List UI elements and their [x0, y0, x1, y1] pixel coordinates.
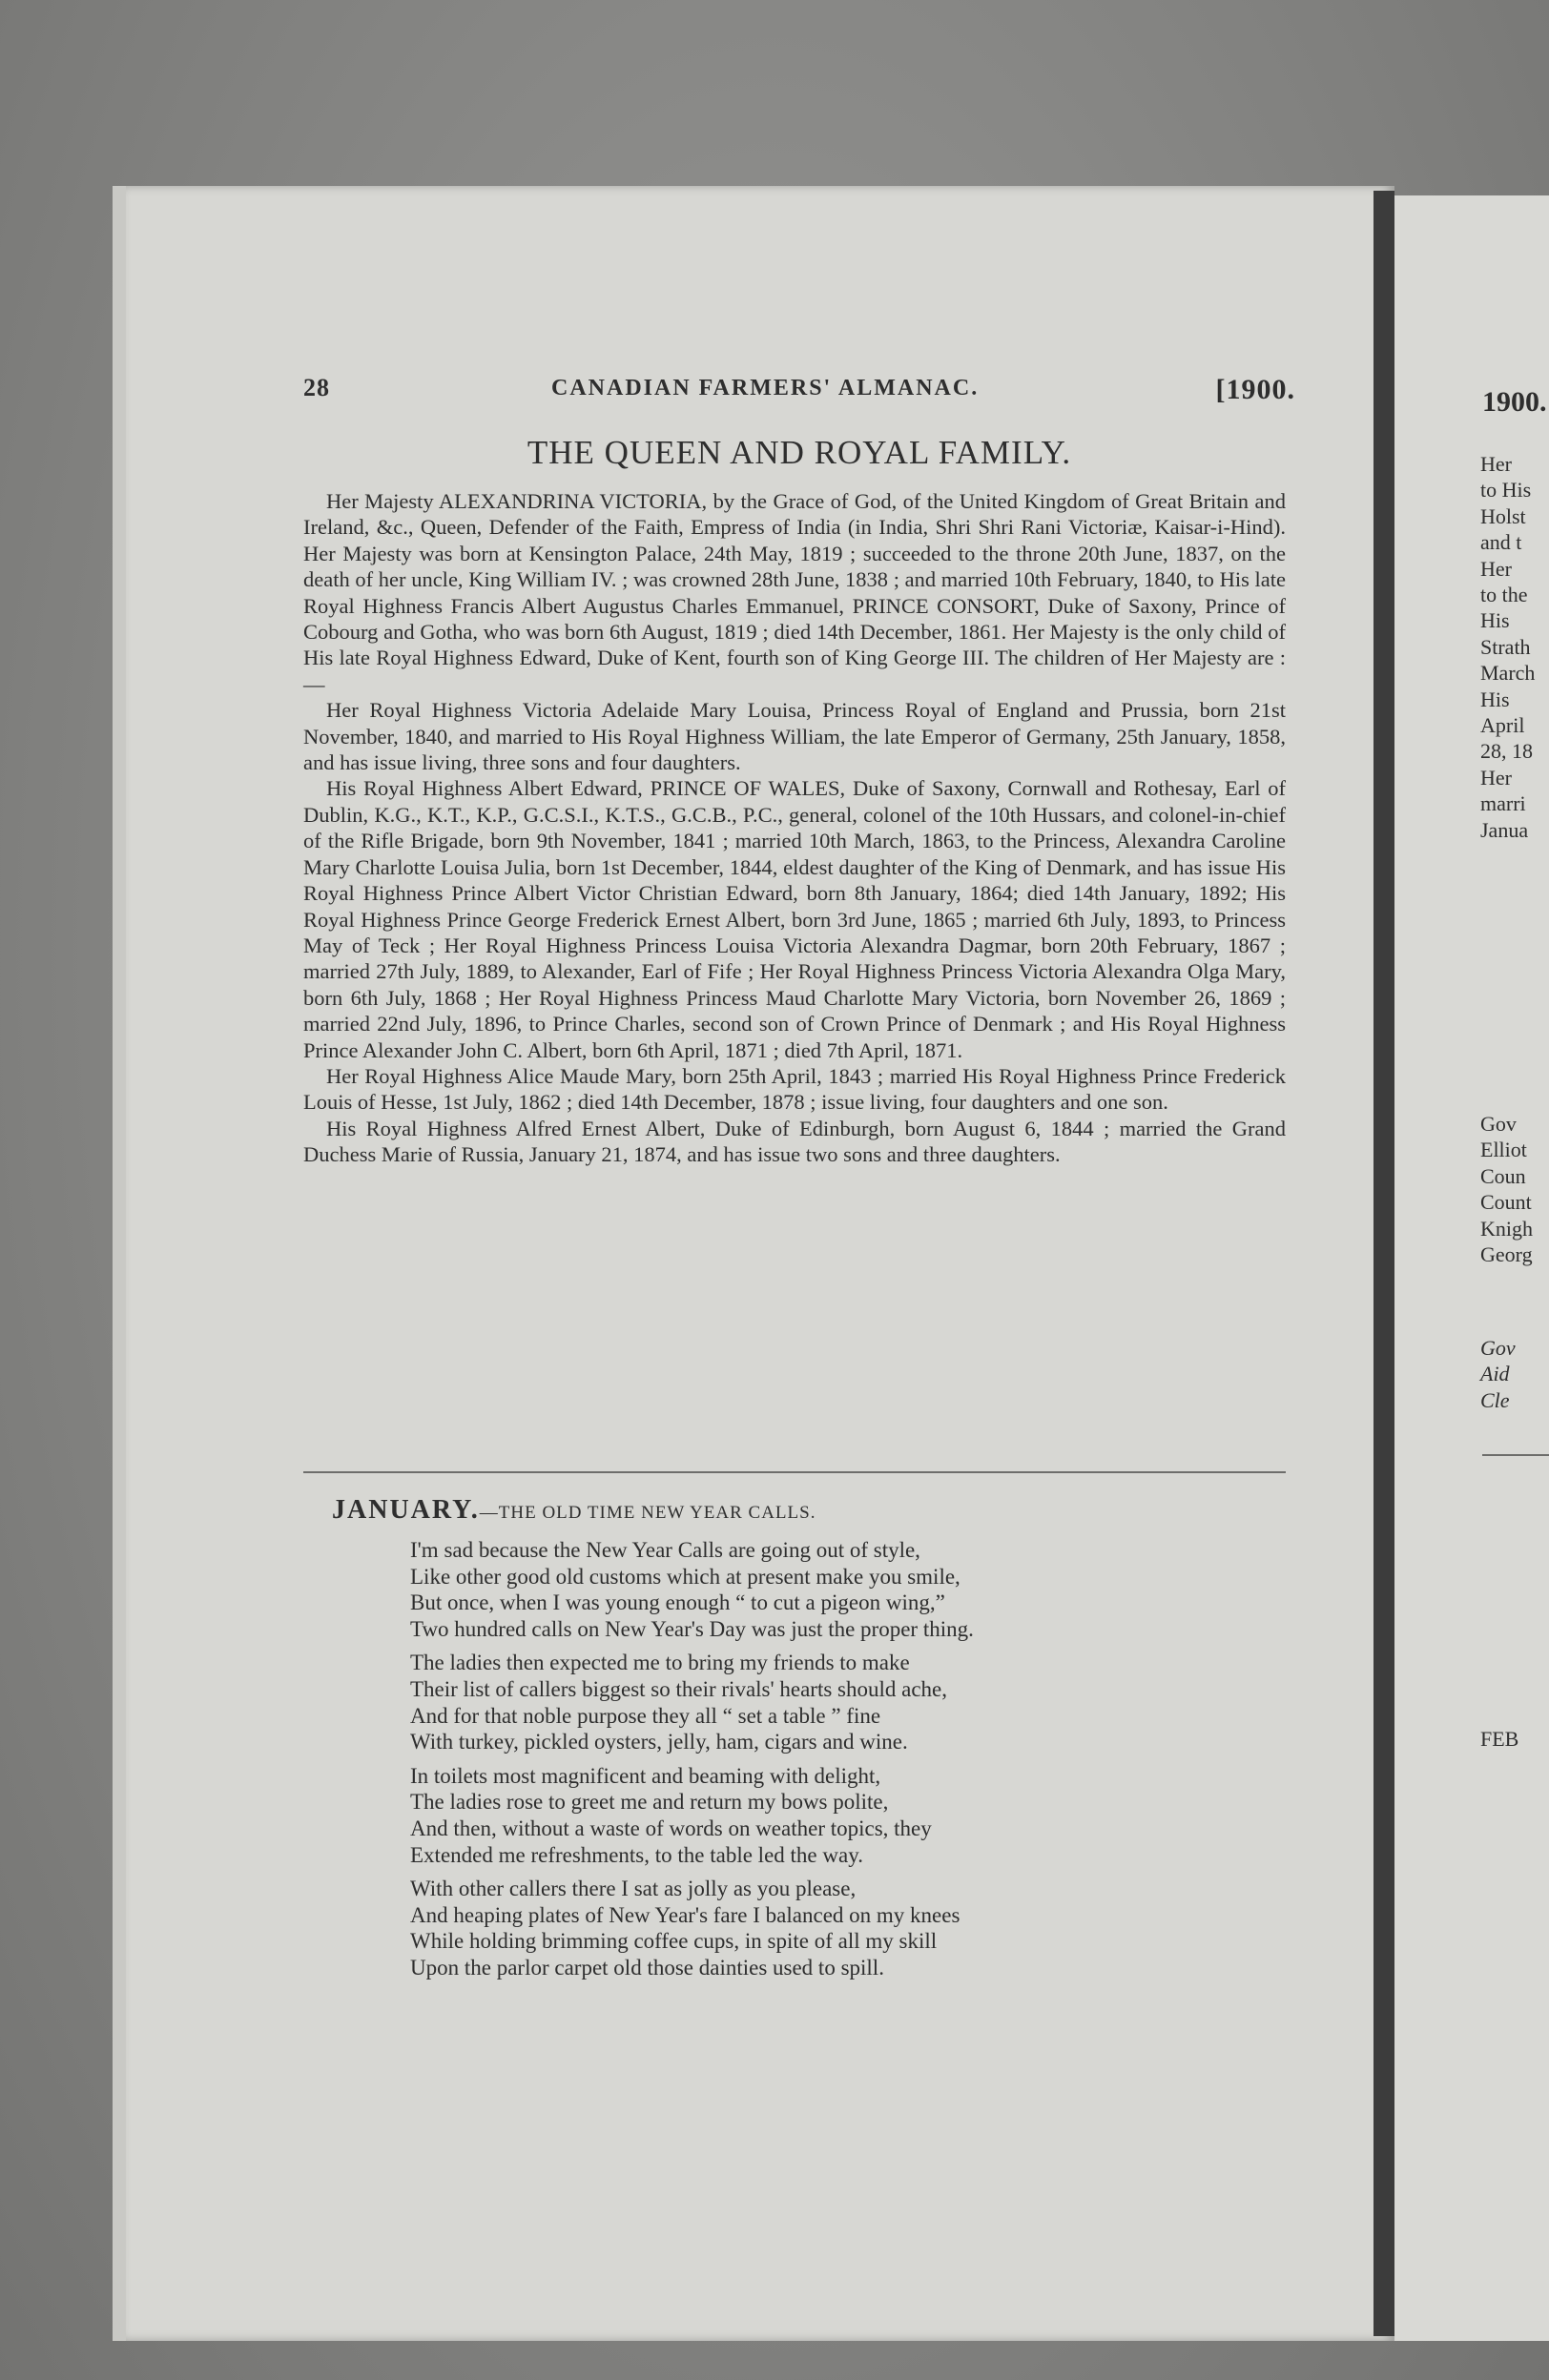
right-page-fragment: April — [1480, 713, 1525, 737]
poem-line: And for that noble purpose they all “ set a table ” fine — [410, 1703, 881, 1728]
right-page-fragment: and t — [1480, 530, 1522, 555]
right-page-fragment: Gov — [1480, 1112, 1517, 1136]
poem — [410, 1537, 1250, 1989]
right-page-fragment: Her — [1480, 765, 1512, 790]
poem-stanza — [410, 1763, 1250, 1868]
poem-line: I'm sad because the New Year Calls are going out of style, — [410, 1538, 920, 1562]
book-gutter — [1373, 191, 1394, 2336]
poem-line: In toilets most magnificent and beaming with delight, — [410, 1763, 881, 1788]
right-page-fragment: Janua — [1480, 817, 1529, 842]
poem-line: While holding brimming coffee cups, in spite of all my skill — [410, 1929, 938, 1954]
right-page-fragment: His — [1480, 608, 1510, 633]
right-page-fragment: FEB — [1480, 1727, 1519, 1751]
right-page-fragment: His — [1480, 687, 1510, 711]
right-page-fragment: Aid — [1480, 1362, 1510, 1386]
right-page-fragment: Elliot — [1480, 1138, 1527, 1162]
poem-month: JANUARY. — [332, 1495, 480, 1525]
right-page — [1394, 195, 1549, 2341]
poem-stanza — [410, 1876, 1250, 1980]
poem-line: Two hundred calls on New Year's Day was just the proper thing. — [410, 1616, 974, 1641]
poem-line: With other callers there I sat as jolly as you please, — [410, 1877, 857, 1901]
poem-stanza — [410, 1650, 1250, 1754]
paragraph: Her Royal Highness Alice Maude Mary, born 25th April, 1843 ; married His Royal Highness Prince Frederick Louis of Hesse, 1st July, 1862 ; died 14th December, 1878 ; issue living, four daughters and one son. — [303, 1063, 1286, 1115]
poem-line: Extended me refreshments, to the table led the way. — [410, 1842, 863, 1867]
running-title: CANADIAN FARMERS' ALMANAC. — [551, 376, 980, 400]
right-page-fragment: Georg — [1480, 1242, 1533, 1266]
poem-heading — [332, 1495, 816, 1526]
poem-line: And heaping plates of New Year's fare I balanced on my knees — [410, 1902, 960, 1927]
right-page-fragment: Holst — [1480, 503, 1526, 528]
right-page-fragment: marri — [1480, 791, 1526, 816]
right-page-fragment: Her — [1480, 452, 1512, 476]
header-year: [1900. — [1215, 374, 1295, 405]
section-title: THE QUEEN AND ROYAL FAMILY. — [527, 434, 1072, 471]
paragraph: Her Royal Highness Victoria Adelaide Mary Louisa, Princess Royal of England and Prussia, born 21st November, 1840, and married to His Royal Highness William, the late Emperor of Germany, 25th January, 1858, and has issue living, three sons and four daughters. — [303, 698, 1286, 775]
right-page-fragment: Count — [1480, 1190, 1532, 1215]
poem-subtitle: —THE OLD TIME NEW YEAR CALLS. — [479, 1503, 816, 1523]
right-page-fragment: Knigh — [1480, 1216, 1533, 1241]
poem-line: Like other good old customs which at present make you smile, — [410, 1564, 960, 1589]
right-page-fragment: Coun — [1480, 1163, 1526, 1188]
poem-line: The ladies rose to greet me and return my bows polite, — [410, 1790, 889, 1815]
poem-stanza — [410, 1537, 1250, 1642]
poem-line: Their list of callers biggest so their rivals' hearts should ache, — [410, 1676, 948, 1701]
right-page-rule — [1482, 1454, 1549, 1456]
poem-line: Upon the parlor carpet old those dainties used to spill. — [410, 1955, 884, 1980]
right-page-fragment: Gov — [1480, 1336, 1516, 1360]
right-page-fragment: Strath — [1480, 634, 1531, 659]
section-divider — [303, 1471, 1286, 1473]
poem-line: And then, without a waste of words on weather topics, they — [410, 1816, 932, 1840]
right-page-fragment: Her — [1480, 556, 1512, 581]
poem-line: The ladies then expected me to bring my friends to make — [410, 1651, 910, 1675]
poem-line: But once, when I was young enough “ to cut a pigeon wing,” — [410, 1590, 945, 1615]
running-header — [303, 374, 1295, 412]
page-number: 28 — [303, 374, 330, 401]
paragraph: Her Majesty ALEXANDRINA VICTORIA, by the Grace of God, of the United Kingdom of Great Britain and Ireland, &c., Queen, Defender of the Faith, Empress of India (in India, Shri Shri Rani Victoriæ, Kaisar-i-Hind). Her Majesty was born at Kensington Palace, 24th May, 1819 ; succeeded to the throne 20th June, 1837, on the death of her uncle, King William IV. ; was crowned 28th June, 1838 ; and married 10th February, 1840, to His late Royal Highness Francis Albert Augustus Charles Emmanuel, PRINCE CONSORT, Duke of Saxony, Prince of Cobourg and Gotha, who was born 6th August, 1819 ; died 14th December, 1861. Her Majesty is the only child of His late Royal Highness Edward, Duke of Kent, fourth son of King George III. The children of Her Majesty are :— — [303, 489, 1286, 696]
right-page-fragment: Cle — [1480, 1387, 1510, 1412]
right-page-fragment: to His — [1480, 478, 1532, 503]
body-text — [303, 488, 1286, 1168]
paragraph: His Royal Highness Alfred Ernest Albert, Duke of Edinburgh, born August 6, 1844 ; married the Grand Duchess Marie of Russia, January 21, 1874, and has issue two sons and three daughters. — [303, 1116, 1286, 1167]
poem-line: With turkey, pickled oysters, jelly, ham, cigars and wine. — [410, 1730, 908, 1754]
paragraph: His Royal Highness Albert Edward, PRINCE OF WALES, Duke of Saxony, Cornwall and Rothesay, Earl of Dublin, K.G., K.T., K.P., G.C.S.I., K.T.S., G.C.B., P.C., general, colonel of the 10th Hussars, and colonel-in-chief of the Rifle Brigade, born 9th November, 1841 ; married 10th March, 1863, to the Princess, Alexandra Caroline Mary Charlotte Louisa Julia, born 1st December, 1844, eldest daughter of the King of Denmark, and has issue His Royal Highness Prince Albert Victor Christian Edward, born 8th January, 1864; died 14th January, 1892; His Royal Highness Prince George Frederick Ernest Albert, born 3rd June, 1865 ; married 6th July, 1893, to Princess May of Teck ; Her Royal Highness Princess Louisa Victoria Alexandra Dagmar, born 20th February, 1867 ; married 27th July, 1889, to Alexander, Earl of Fife ; Her Royal Highness Princess Victoria Alexandra Olga Mary, born 6th July, 1868 ; Her Royal Highness Princess Maud Charlotte Mary Victoria, born November 26, 1869 ; married 22nd July, 1896, to Prince Charles, second son of Crown Prince of Denmark ; and His Royal Highness Prince Alexander John C. Albert, born 6th April, 1871 ; died 7th April, 1871. — [303, 776, 1286, 1062]
right-page-fragment: 28, 18 — [1480, 739, 1533, 764]
right-page-year: 1900. — [1482, 386, 1547, 418]
right-page-fragment: to the — [1480, 583, 1528, 606]
right-page-fragment: March — [1480, 661, 1536, 686]
